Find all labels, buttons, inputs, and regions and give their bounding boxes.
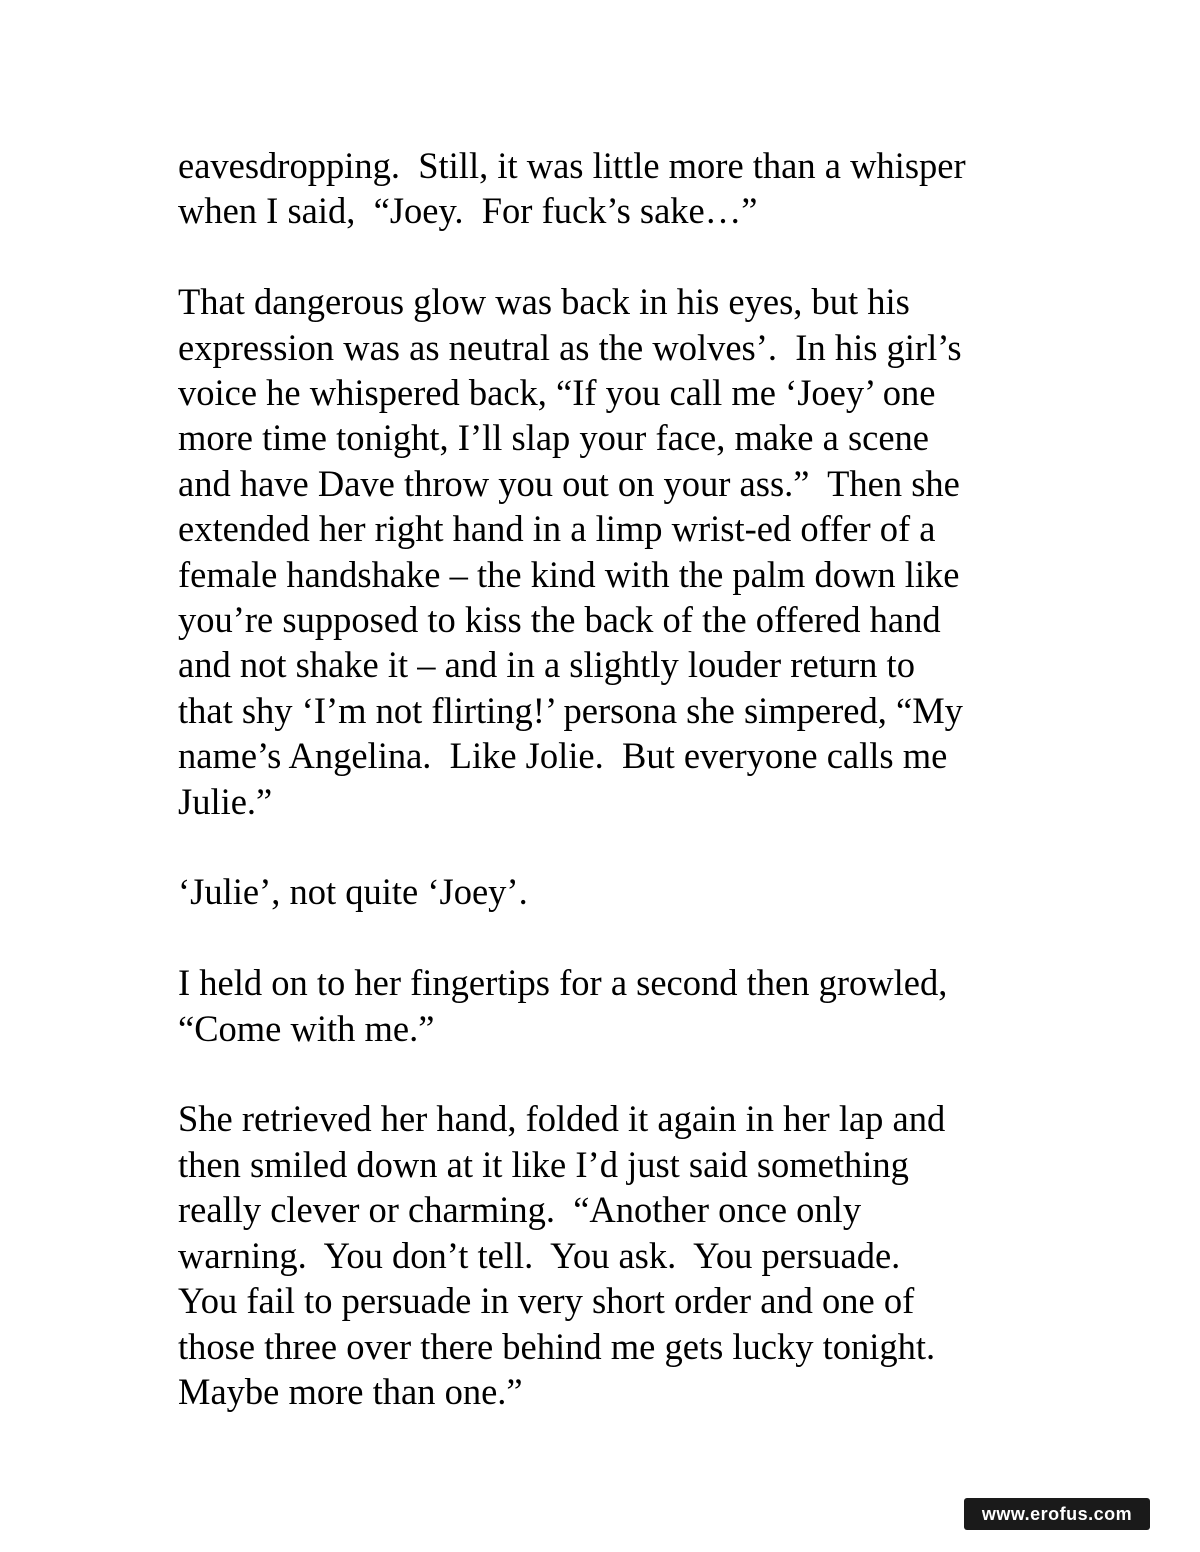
text-line: expression was as neutral as the wolves’. In his girl’s: [178, 326, 962, 368]
story-text: [178, 143, 1078, 1460]
text-line: and have Dave throw you out on your ass.” Then she: [178, 462, 960, 504]
text-line: eavesdropping. Still, it was little more than a whisper: [178, 145, 966, 186]
text-line: That dangerous glow was back in his eyes, but his: [178, 281, 910, 323]
text-line: those three over there behind me gets lucky tonight.: [178, 1325, 936, 1367]
text-line: that shy ‘I’m not flirting!’ persona she simpered, “My: [178, 689, 963, 731]
text-line: and not shake it – and in a slightly louder return to: [178, 644, 915, 686]
text-line: Maybe more than one.”: [178, 1370, 523, 1412]
text-line: more time tonight, I’ll slap your face, make a scene: [178, 417, 930, 459]
paragraph-1: [178, 143, 1078, 234]
text-line: ‘Julie’, not quite ‘Joey’.: [178, 871, 528, 913]
text-line: then smiled down at it like I’d just said something: [178, 1143, 909, 1185]
text-line: “Come with me.”: [178, 1007, 435, 1049]
text-line: warning. You don’t tell. You ask. You persuade.: [178, 1234, 901, 1276]
text-line: voice he whispered back, “If you call me ‘Joey’ one: [178, 372, 936, 414]
text-line: female handshake – the kind with the palm down like: [178, 553, 960, 595]
text-line: really clever or charming. “Another once only: [178, 1189, 862, 1231]
paragraph-5: [178, 1096, 1078, 1414]
text-line: She retrieved her hand, folded it again in her lap and: [178, 1098, 946, 1140]
paragraph-4: [178, 960, 1078, 1051]
text-line: name’s Angelina. Like Jolie. But everyone calls me: [178, 735, 948, 777]
text-line: I held on to her fingertips for a second then growled,: [178, 962, 948, 1004]
paragraph-2: [178, 279, 1078, 824]
text-line: You fail to persuade in very short order and one of: [178, 1280, 915, 1322]
text-line: Julie.”: [178, 780, 273, 822]
site-watermark: www.erofus.com: [964, 1498, 1150, 1530]
text-line: extended her right hand in a limp wrist-ed offer of a: [178, 508, 936, 550]
text-line: when I said, “Joey. For fuck’s sake…”: [178, 190, 758, 232]
text-line: you’re supposed to kiss the back of the offered hand: [178, 599, 941, 641]
paragraph-3: [178, 869, 1078, 914]
